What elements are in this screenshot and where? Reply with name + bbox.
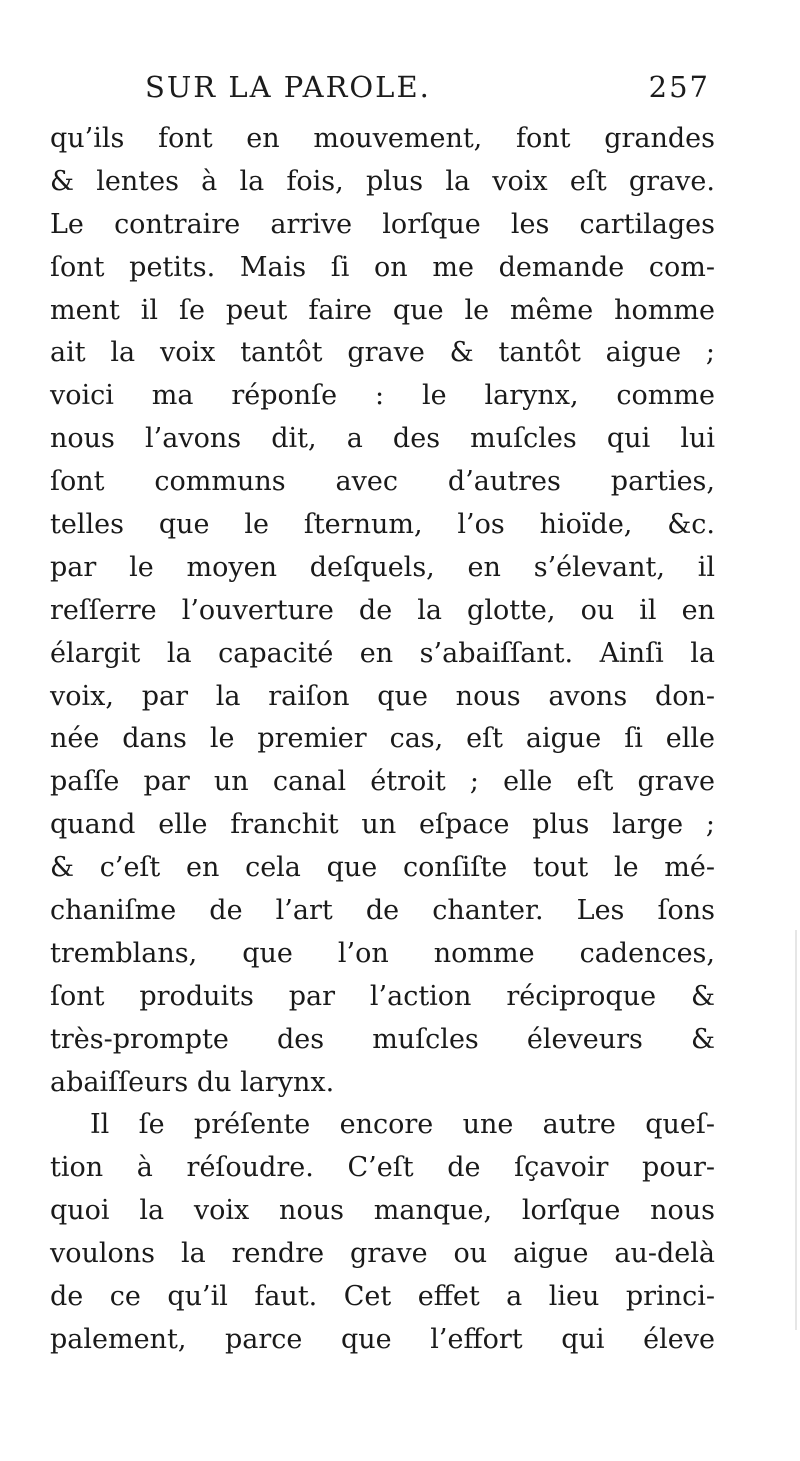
text-line: par le moyen deſquels, en s’élevant, il [50,551,715,583]
text-line: ſont produits par l’action réciproque & [50,980,715,1012]
text-line: chaniſme de l’art de chanter. Les ſons [50,895,715,927]
text-line: paſſe par un canal étroit ; elle eſt grave [50,766,715,798]
text-line: ait la voix tantôt grave & tantôt aigue ; [50,337,715,369]
text-line: élargit la capacité en s’abaiſſant. Ainſi la [50,637,715,669]
text-line: née dans le premier cas, eſt aigue ſi elle [50,723,715,755]
text-line: voulons la rendre grave ou aigue au-delà [50,1238,715,1270]
text-line: tremblans, que l’on nomme cadences, [50,937,715,969]
text-line: Le contraire arrive lorſque les cartilages [50,208,715,240]
text-line: tion à réſoudre. C’eſt de ſçavoir pour- [50,1152,715,1184]
text-line: ſont communs avec d’autres parties, [50,466,715,498]
body-text [50,118,715,1362]
text-line: de ce qu’il faut. Cet effet a lieu princi- [50,1281,715,1313]
scan-edge-mark [795,930,797,1330]
text-line: telles que le ſternum, l’os hioïde, &c. [50,509,715,541]
text-line: & lentes à la fois, plus la voix eſt grave. [50,165,715,197]
running-head [145,70,710,110]
paragraph-start-line: Il ſe préſente encore une autre queſ- [90,1109,715,1141]
text-line: nous l’avons dit, a des muſcles qui lui [50,423,715,455]
page-number: 257 [648,70,710,104]
text-line: quand elle franchit un eſpace plus large ; [50,809,715,841]
running-title: SUR LA PAROLE. [145,70,431,104]
paragraph-end-line: abaiſſeurs du larynx. [50,1066,335,1098]
text-line: très-prompte des muſcles éleveurs & [50,1023,715,1055]
text-line: qu’ils font en mouvement, font grandes [50,123,715,154]
text-line: voici ma réponſe : le larynx, comme [50,380,715,412]
text-line: & c’eſt en cela que conſiſte tout le mé- [50,852,715,884]
text-line: voix, par la raiſon que nous avons don- [50,680,715,712]
text-line: reſſerre l’ouverture de la glotte, ou il en [50,594,715,626]
text-line: palement, parce que l’effort qui éleve [50,1323,715,1355]
text-line: ſont petits. Mais ſi on me demande com- [50,251,715,283]
text-line: quoi la voix nous manque, lorſque nous [50,1195,715,1227]
text-line: ment il ſe peut faire que le même homme [50,294,715,326]
